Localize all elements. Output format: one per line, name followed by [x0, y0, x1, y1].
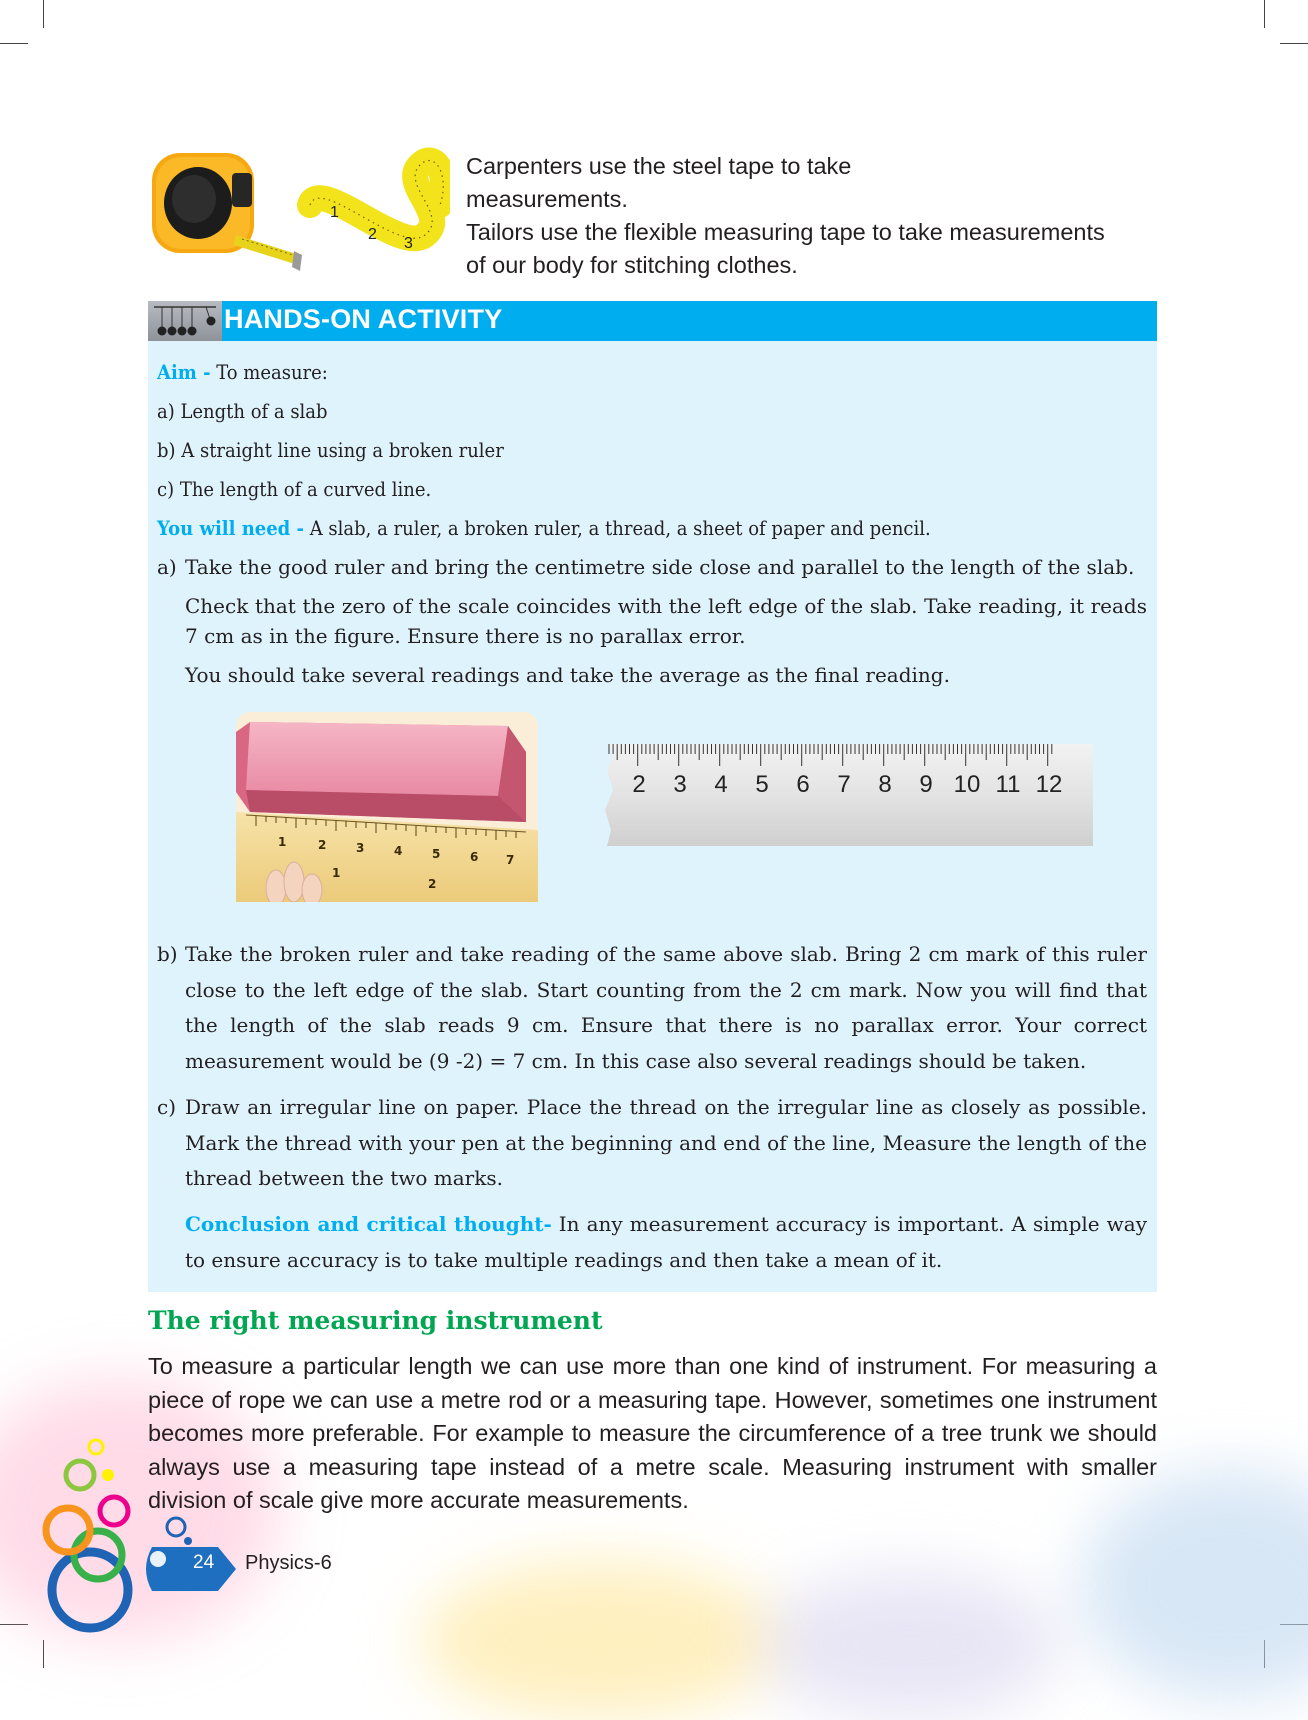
crop-mark — [1264, 0, 1265, 28]
ruler-number: 1 — [278, 835, 287, 849]
footer-bubbles-decoration — [40, 1435, 240, 1635]
ruler-number: 5 — [755, 771, 769, 798]
step-text: Take the broken ruler and take reading of the same above slab. Bring 2 cm mark of this ruler close to the left edge of the slab. Start counting from the 2 cm mark. Now you will find that the length of the slab reads 9 cm. Ensure that there is no parallax error. Your correct measurement would be (9 -2) = 7 cm. In this case also several readings should be taken. — [185, 942, 1147, 1073]
broken-ruler-figure — [605, 740, 1100, 850]
ruler-number: 1 — [332, 866, 341, 880]
need-line — [157, 513, 931, 543]
crop-mark — [1280, 43, 1308, 44]
book-title: Physics-6 — [245, 1552, 332, 1574]
top-line: of our body for stitching clothes. — [466, 252, 798, 278]
top-description — [466, 150, 1166, 282]
ruler-number: 10 — [953, 771, 981, 798]
top-line: Tailors use the flexible measuring tape to take measurements — [466, 219, 1105, 245]
section-body: To measure a particular length we can use more than one kind of instrument. For measuring a piece of rope we can use a metre rod or a measuring tape. However, sometimes one instrument becomes more preferable. For example to measure the circumference of a tree trunk we should always use a measuring tape instead of a metre scale. Measuring instrument with smaller division of scale give more accurate measurements. — [148, 1353, 1157, 1513]
section-heading: The right measuring instrument — [148, 1306, 603, 1335]
crop-mark — [0, 43, 28, 44]
conclusion — [185, 1207, 1147, 1278]
aim-line — [157, 357, 328, 387]
page-number: 24 — [193, 1552, 215, 1573]
aim-item: a) Length of a slab — [157, 399, 328, 423]
ruler-number: 11 — [995, 771, 1021, 798]
need-text: A slab, a ruler, a broken ruler, a thread, a sheet of paper and pencil. — [304, 516, 931, 540]
ruler-number: 7 — [506, 853, 515, 867]
step-a-paragraph: Check that the zero of the scale coincides with the left edge of the slab. Take reading, it reads 7 cm as in the figure. Ensure there is no parallax error. — [185, 594, 1147, 648]
ruler-number: 2 — [428, 877, 437, 891]
step-marker: c) — [157, 1095, 177, 1119]
aim-item: c) The length of a curved line. — [157, 477, 432, 501]
ruler-number: 2 — [318, 838, 327, 852]
activity-header — [148, 301, 1157, 341]
step-c — [157, 1090, 1147, 1197]
top-line: Carpenters use the steel tape to take — [466, 153, 852, 179]
ruler-number: 2 — [632, 771, 646, 798]
step-text: Take the good ruler and bring the centimetre side close and parallel to the length of the slab. — [185, 555, 1135, 579]
crop-mark — [43, 1640, 44, 1668]
crop-mark — [43, 0, 44, 28]
slab-block — [236, 722, 526, 822]
top-line: measurements. — [466, 186, 628, 212]
aim-text: To measure: — [210, 360, 328, 384]
aim-label: Aim - — [157, 360, 211, 384]
flexible-tape-icon — [310, 161, 443, 252]
background-wash — [760, 1570, 1060, 1720]
step-a — [157, 550, 1147, 586]
ruler-number: 7 — [837, 771, 851, 798]
ruler-number: 8 — [878, 771, 892, 798]
newtons-cradle-icon — [148, 301, 222, 341]
ruler-number: 4 — [714, 771, 728, 798]
tape-digit: 3 — [404, 235, 413, 252]
ruler-number: 9 — [919, 771, 933, 798]
step-b — [157, 937, 1147, 1079]
crop-mark — [0, 1624, 28, 1625]
tape-digit: 2 — [368, 226, 377, 243]
conclusion-label: Conclusion and critical thought- — [185, 1212, 552, 1236]
ruler-number: 3 — [673, 771, 687, 798]
ruler-number: 4 — [394, 844, 403, 858]
tape-digit: 1 — [330, 204, 339, 221]
measuring-tapes-illustration — [150, 145, 450, 285]
ruler-number: 12 — [1035, 771, 1063, 798]
ruler-number: 6 — [796, 771, 810, 798]
ruler-number: 3 — [356, 841, 365, 855]
need-label: You will need - — [157, 516, 304, 540]
step-marker: a) — [157, 555, 177, 579]
step-text: Draw an irregular line on paper. Place the thread on the irregular line as closely as possible. Mark the thread with your pen at the beginning and end of the line, Measure the length of the thread between the two marks. — [185, 1095, 1147, 1190]
slab-on-ruler-figure — [236, 712, 538, 902]
aim-item: b) A straight line using a broken ruler — [157, 438, 504, 462]
steel-tape-icon — [152, 153, 302, 271]
ruler-number: 5 — [432, 847, 441, 861]
conclusion-text: In any measurement accuracy is important. A simple way to ensure accuracy is to take multiple readings and then take a mean of it. — [185, 1212, 1147, 1272]
ruler-number: 6 — [470, 850, 479, 864]
activity-title: HANDS-ON ACTIVITY — [224, 304, 503, 334]
step-marker: b) — [157, 942, 178, 966]
background-wash — [420, 1560, 780, 1720]
step-a-paragraph: You should take several readings and take the average as the final reading. — [185, 663, 950, 687]
